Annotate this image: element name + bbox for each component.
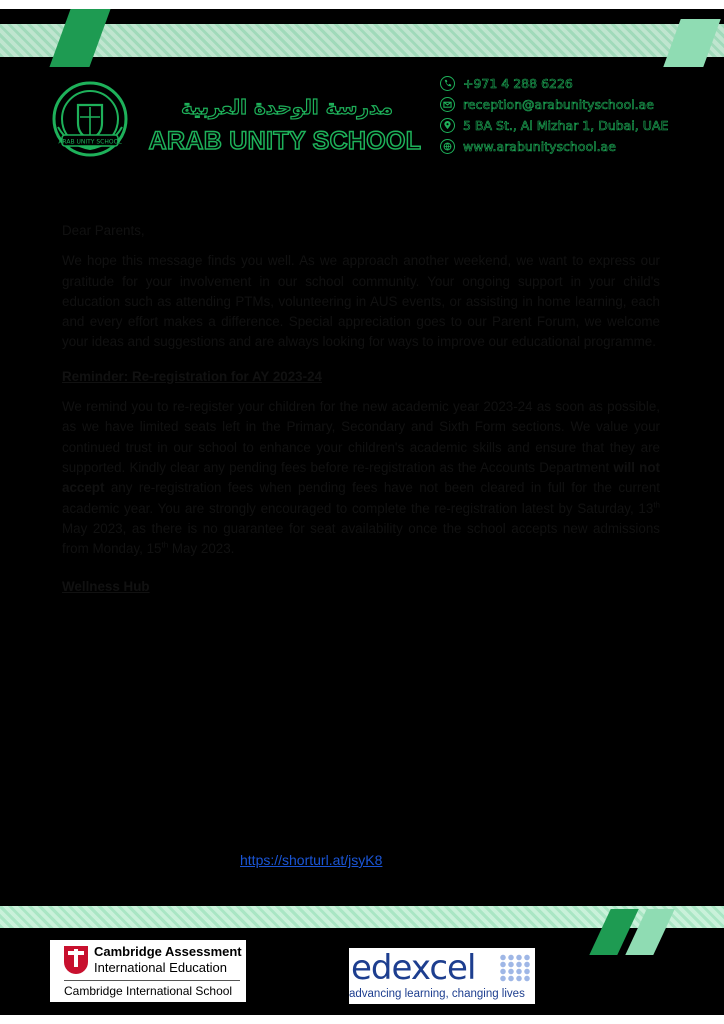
crest-label: ARAB UNITY SCHOOL xyxy=(58,138,122,146)
school-name-arabic: مدرسة الوحدة العربية xyxy=(181,95,393,119)
cambridge-line2: International Education xyxy=(94,960,227,975)
cambridge-divider xyxy=(64,980,240,981)
reminder-bold-text: will not accept xyxy=(62,459,661,496)
contact-block xyxy=(440,73,720,157)
reminder-text-part4: May 2023. xyxy=(168,541,235,557)
intro-paragraph: We hope this message finds you well. As we approach another weekend, we want to express our gratitude for your involvement in our school community. Your ongoing support in your child's education such as attending PTMs, volunteering in AUS events, or assisting in home learning, each and every effort makes a difference. Special appreciation goes to our Parent Forum, we welcome your ideas and suggestions and are always looking for ways to improve our educational programme. xyxy=(62,253,660,350)
contact-email-text[interactable]: reception@arabunityschool.ae xyxy=(463,97,654,112)
edexcel-tagline: advancing learning, changing lives xyxy=(349,988,525,1000)
edexcel-dots-icon xyxy=(499,954,531,982)
wellness-hub-link[interactable]: https://shorturl.at/jsyK8 xyxy=(240,852,383,868)
email-icon xyxy=(440,97,455,112)
contact-website-text[interactable]: www.arabunityschool.ae xyxy=(463,139,616,154)
contact-phone xyxy=(440,73,720,94)
school-name-english: ARAB UNITY SCHOOL xyxy=(148,127,422,155)
reminder-heading: Reminder: Re-registration for AY 2023-24 xyxy=(62,368,322,384)
contact-address xyxy=(440,115,720,136)
contact-email xyxy=(440,94,720,115)
reminder-paragraph xyxy=(62,397,660,559)
wellness-heading: Wellness Hub xyxy=(62,579,150,595)
reminder-text-part2: any re-registration fees when pending fees have not been cleared in full for the current academic year. You are strongly encouraged to complete the re-registration latest by Saturday, 13 xyxy=(62,480,660,516)
contact-phone-text: +971 4 288 6226 xyxy=(463,76,573,91)
contact-website xyxy=(440,136,720,157)
school-crest-logo xyxy=(48,77,132,161)
letter-body xyxy=(62,221,660,608)
edexcel-wordmark: edexcel xyxy=(351,948,476,988)
cambridge-shield-icon xyxy=(64,946,88,974)
web-icon xyxy=(440,139,455,154)
location-icon xyxy=(440,118,455,133)
header-decorative-band xyxy=(0,24,724,57)
reminder-text-part1: We remind you to re-register your children for the new academic year 2023-24 as soon as possible, as we have limited seats left in the Primary, Secondary and Sixth Form sections. We value your continued trust in our school to enhance your children's academic skills and ensure that they are supported. Kindly clear any pending fees before re-registration as the Accounts Department xyxy=(62,399,660,475)
ordinal-suffix: th xyxy=(653,500,660,510)
salutation: Dear Parents, xyxy=(62,223,145,238)
contact-address-text: 5 BA St., Al Mizhar 1, Dubai, UAE xyxy=(463,118,669,133)
cambridge-line3: Cambridge International School xyxy=(64,984,233,998)
letter-page xyxy=(0,9,724,1015)
ordinal-suffix: th xyxy=(161,540,169,550)
phone-icon xyxy=(440,76,455,91)
reminder-text-part3: May 2023, as there is no guarantee for seat availability once the school accepts new admissions from Monday, 15 xyxy=(62,520,660,557)
cambridge-logo xyxy=(50,940,246,1002)
edexcel-logo xyxy=(349,948,535,1004)
cambridge-line1: Cambridge Assessment xyxy=(94,944,242,959)
